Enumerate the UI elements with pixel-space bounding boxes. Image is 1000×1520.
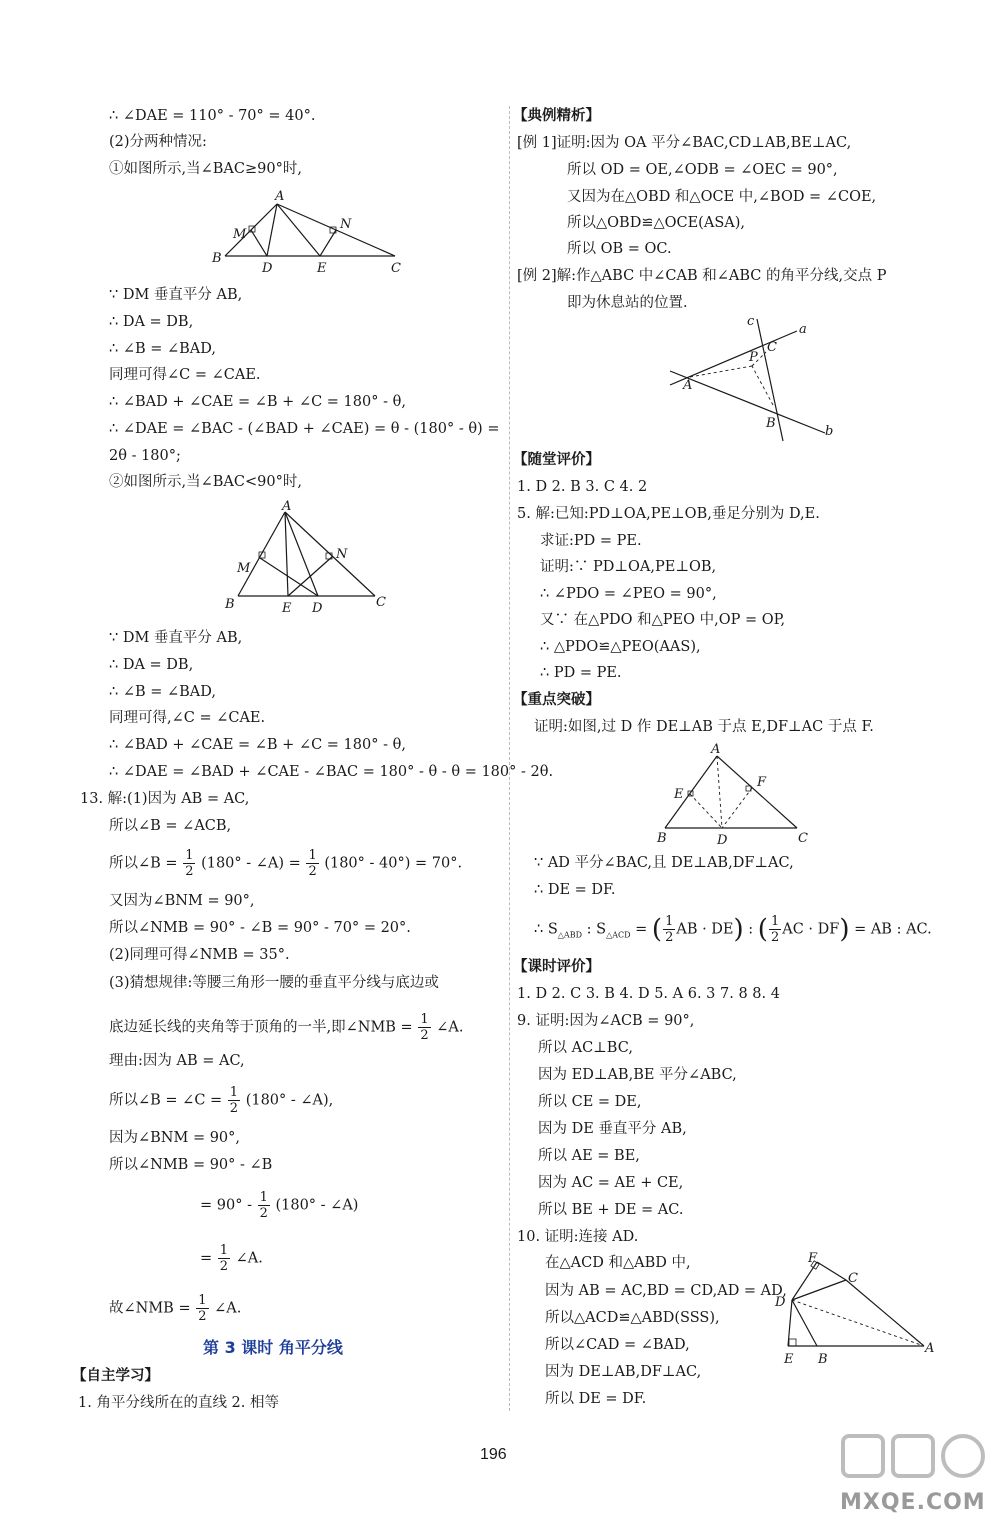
text-line: 所以 OD = OE,∠ODB = ∠OEC = 90°,: [567, 162, 838, 178]
text-line: ∴ ∠BAD + ∠CAE = ∠B + ∠C = 180° - θ,: [109, 737, 406, 753]
label-D: D: [312, 601, 323, 616]
label-M: M: [237, 561, 251, 576]
text-line: ∵ AD 平分∠BAC,且 DE⊥AB,DF⊥AC,: [534, 855, 794, 871]
figure-triangle-obtuse: [205, 188, 410, 280]
fraction-line: 底边延长线的夹角等于顶角的一半,即∠NMB = $\frac{1}{2}$ ∠A.: [109, 1012, 464, 1043]
text-line: 在△ACD 和△ABD 中,: [545, 1255, 691, 1271]
text-line: ∴ ∠B = ∠BAD,: [109, 684, 217, 700]
text-line: ∴ ∠DAE = ∠BAC - (∠BAD + ∠CAE) = θ - (180° - θ) =: [109, 421, 500, 437]
section-heading: 【典例精析】: [513, 108, 600, 124]
text-line: 所以△OBD≌△OCE(ASA),: [567, 215, 745, 231]
text-line: 即为休息站的位置.: [567, 295, 688, 311]
text-line: 证明:如图,过 D 作 DE⊥AB 于点 E,DF⊥AC 于点 F.: [534, 719, 874, 735]
label-M: M: [233, 227, 247, 242]
label-C: C: [391, 261, 401, 276]
figure-problem-10: [772, 1250, 940, 1370]
label-A: A: [711, 742, 721, 757]
label-D: D: [775, 1295, 786, 1310]
figure-angle-bisector: [655, 742, 820, 850]
text-line: 5. 解:已知:PD⊥OA,PE⊥OB,垂足分别为 D,E.: [517, 506, 820, 522]
label-B: B: [766, 416, 776, 431]
text-line: [例 2]解:作△ABC 中∠CAB 和∠ABC 的角平分线,交点 P: [517, 268, 887, 284]
watermark-text: MXQE.COM: [840, 1490, 986, 1515]
text-line: 求证:PD = PE.: [540, 533, 642, 549]
text-line: 证明:∵ PD⊥OA,PE⊥OB,: [540, 559, 717, 575]
text-line: 13. 解:(1)因为 AB = AC,: [80, 791, 250, 807]
figure-triangle-acute: [220, 500, 395, 620]
text-line: 所以∠CAD = ∠BAD,: [545, 1337, 690, 1353]
section-heading: 【随堂评价】: [513, 452, 600, 468]
text-line: ∴ ∠DAE = ∠BAD + ∠CAE - ∠BAC = 180° - θ - θ = 180° - 2θ.: [109, 764, 554, 780]
text-line: ∴ DE = DF.: [534, 882, 616, 898]
label-a: a: [799, 322, 807, 337]
text-line: [例 1]证明:因为 OA 平分∠BAC,CD⊥AB,BE⊥AC,: [517, 135, 852, 151]
text-line: 因为 AB = AC,BD = CD,AD = AD,: [545, 1283, 787, 1299]
text-line: ∴ △PDO≌△PEO(AAS),: [540, 639, 701, 655]
text-line: 所以 AC⊥BC,: [538, 1040, 633, 1056]
text-line: 因为 ED⊥AB,BE 平分∠ABC,: [538, 1067, 737, 1083]
text-line: ∵ DM 垂直平分 AB,: [109, 287, 243, 303]
section-heading: 【重点突破】: [513, 692, 600, 708]
label-D: D: [262, 261, 273, 276]
text-line: 因为 DE⊥AB,DF⊥AC,: [545, 1364, 702, 1380]
fraction-line: = $\frac{1}{2}$ ∠A.: [200, 1243, 263, 1274]
fraction-line: = 90° - $\frac{1}{2}$ (180° - ∠A): [200, 1190, 359, 1221]
text-line: 1. D 2. B 3. C 4. 2: [517, 479, 648, 495]
fraction-line: 所以∠B = $\frac{1}{2}$ (180° - ∠A) = $\frac{1}{2}$ (180° - 40°) = 70°.: [109, 848, 463, 879]
label-P: P: [749, 350, 758, 365]
text-line: 因为∠BNM = 90°,: [109, 1130, 241, 1146]
text-line: 1. 角平分线所在的直线 2. 相等: [78, 1395, 279, 1411]
text-line: ①如图所示,当∠BAC≥90°时,: [109, 161, 302, 177]
section-heading: 【自主学习】: [72, 1368, 159, 1384]
text-line: 又∵ 在△PDO 和△PEO 中,OP = OP,: [540, 612, 786, 628]
text-line: ∴ DA = DB,: [109, 657, 194, 673]
fraction-line: 所以∠B = ∠C = $\frac{1}{2}$ (180° - ∠A),: [109, 1085, 334, 1116]
text-line: 所以 OB = OC.: [567, 241, 672, 257]
area-ratio-line: ∴ $S_{\triangle ABD}$ : $S_{\triangle ACD}$ = ( $\frac{1}{2}$ AB · DE) : ( $\frac{1}{2}$ AC · DF) = AB : AC.: [534, 914, 932, 945]
text-line: ②如图所示,当∠BAC<90°时,: [109, 474, 302, 490]
label-b: b: [825, 424, 834, 439]
label-D: D: [717, 833, 728, 848]
text-line: 所以∠NMB = 90° - ∠B = 90° - 70° = 20°.: [109, 920, 411, 936]
text-line: ∴ DA = DB,: [109, 314, 194, 330]
label-C: C: [767, 340, 777, 355]
label-A: A: [683, 378, 693, 393]
figure-three-roads: [665, 315, 840, 443]
text-line: ∴ ∠DAE = 110° - 70° = 40°.: [109, 108, 316, 124]
label-A: A: [275, 189, 285, 204]
text-line: 10. 证明:连接 AD.: [517, 1229, 639, 1245]
text-line: 又因为∠BNM = 90°,: [109, 893, 255, 909]
text-line: ∴ ∠PDO = ∠PEO = 90°,: [540, 586, 717, 602]
label-E: E: [282, 601, 292, 616]
label-C: C: [848, 1271, 858, 1286]
text-line: 所以∠B = ∠ACB,: [109, 818, 232, 834]
label-E: E: [317, 261, 327, 276]
label-A: A: [925, 1341, 935, 1356]
label-F: F: [808, 1251, 818, 1266]
label-B: B: [212, 251, 222, 266]
text-line: 因为 DE 垂直平分 AB,: [538, 1121, 687, 1137]
label-B: B: [225, 597, 235, 612]
label-F: F: [757, 775, 767, 790]
label-N: N: [340, 217, 352, 232]
label-B: B: [657, 831, 667, 846]
text-line: (2)同理可得∠NMB = 35°.: [109, 947, 290, 963]
label-N: N: [336, 547, 348, 562]
text-line: (2)分两种情况:: [109, 134, 207, 150]
text-line: 又因为在△OBD 和△OCE 中,∠BOD = ∠COE,: [567, 189, 877, 205]
text-line: ∴ ∠B = ∠BAD,: [109, 341, 217, 357]
fraction-line: 故∠NMB = $\frac{1}{2}$ ∠A.: [109, 1293, 242, 1324]
section-heading: 【课时评价】: [513, 959, 600, 975]
text-line: ∴ ∠BAD + ∠CAE = ∠B + ∠C = 180° - θ,: [109, 394, 406, 410]
text-line: ∵ DM 垂直平分 AB,: [109, 630, 243, 646]
text-line: 理由:因为 AB = AC,: [109, 1053, 245, 1069]
page-number: 196: [480, 1446, 507, 1463]
text-line: 所以△ACD≌△ABD(SSS),: [545, 1310, 720, 1326]
label-E: E: [674, 787, 684, 802]
text-line: 1. D 2. C 3. B 4. D 5. A 6. 3 7. 8 8. 4: [517, 986, 780, 1002]
text-line: 同理可得,∠C = ∠CAE.: [109, 710, 266, 726]
column-divider: [509, 106, 510, 1411]
label-B: B: [818, 1352, 828, 1367]
label-A: A: [282, 500, 292, 514]
text-line: 所以 CE = DE,: [538, 1094, 642, 1110]
text-line: 所以∠NMB = 90° - ∠B: [109, 1157, 273, 1173]
text-line: 因为 AC = AE + CE,: [538, 1175, 684, 1191]
label-C: C: [376, 595, 386, 610]
text-line: 9. 证明:因为∠ACB = 90°,: [517, 1013, 695, 1029]
text-line: 所以 AE = BE,: [538, 1148, 640, 1164]
label-E: E: [784, 1352, 794, 1367]
text-line: 所以 DE = DF.: [545, 1391, 647, 1407]
text-line: 同理可得∠C = ∠CAE.: [109, 367, 261, 383]
text-line: (3)猜想规律:等腰三角形一腰的垂直平分线与底边或: [109, 975, 439, 991]
text-line: ∴ PD = PE.: [540, 665, 622, 681]
section-title: 第 3 课时 角平分线: [203, 1338, 343, 1357]
text-line: 2θ - 180°;: [109, 448, 181, 464]
label-C: C: [798, 831, 808, 846]
text-line: 所以 BE + DE = AC.: [538, 1202, 684, 1218]
label-c: c: [747, 315, 755, 329]
